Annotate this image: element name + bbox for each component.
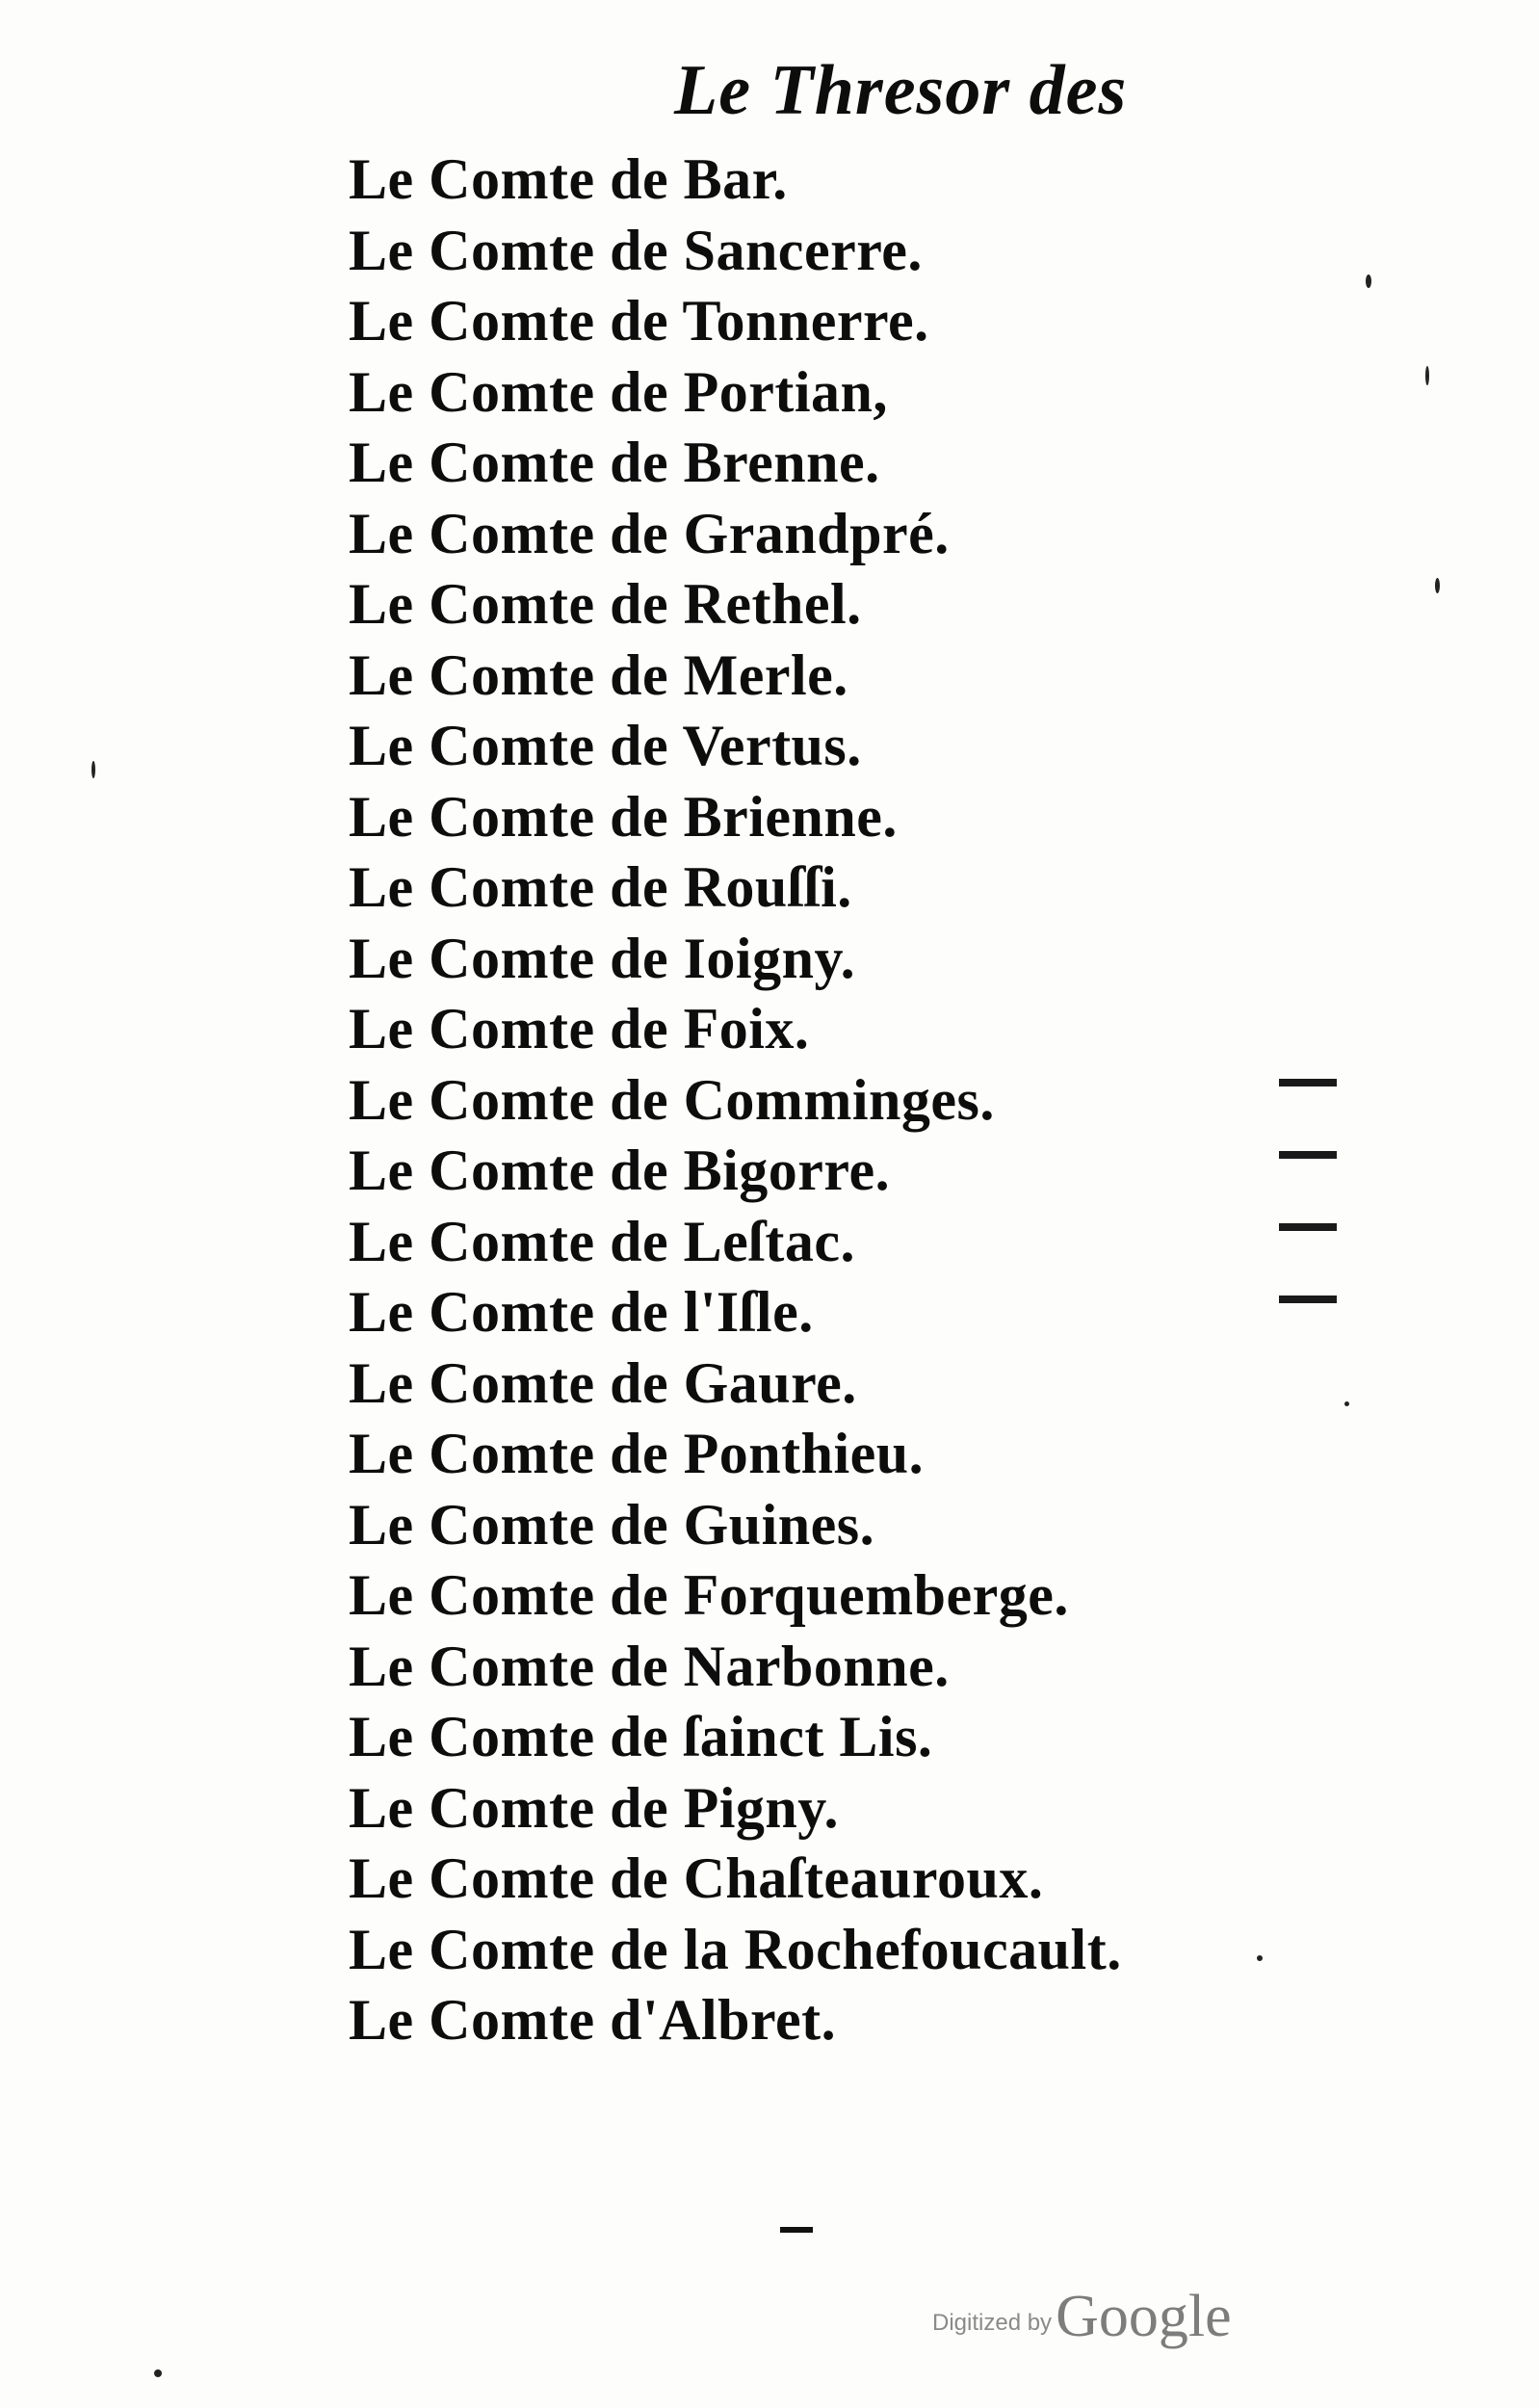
list-item: Le Comte de Forquemberge.	[349, 1563, 1069, 1627]
list-item: Le Comte de Leſtac.	[349, 1209, 856, 1273]
list-item: Le Comte de Guines.	[349, 1492, 875, 1557]
ink-mark	[1279, 1296, 1337, 1303]
list-item: Le Comte de Chaſteauroux.	[349, 1846, 1044, 1910]
list-item: Le Comte de Foix.	[349, 997, 810, 1060]
list-item: Le Comte de Bigorre.	[349, 1139, 891, 1202]
end-rule	[780, 2227, 813, 2233]
ink-speck	[154, 2369, 162, 2377]
list-item: Le Comte de Comminges.	[349, 1067, 995, 1132]
list-item: Le Comte de Pigny.	[349, 1775, 839, 1840]
ink-mark	[1279, 1223, 1337, 1231]
ink-speck	[1257, 1955, 1263, 1961]
list-item: Le Comte de Grandpré.	[349, 501, 950, 565]
watermark-prefix: Digitized by	[932, 2310, 1053, 2336]
ink-speck	[1366, 275, 1371, 288]
list-item: Le Comte de Narbonne.	[349, 1634, 950, 1698]
ink-speck	[1344, 1401, 1349, 1406]
list-item: Le Comte de Merle.	[349, 642, 848, 707]
list-item: Le Comte de l'Iſle.	[349, 1280, 814, 1344]
list-item: Le Comte de ſainct Lis.	[349, 1705, 933, 1768]
list-item: Le Comte de Ioigny.	[349, 926, 856, 990]
list-item: Le Comte de Bar.	[349, 147, 788, 211]
list-item: Le Comte d'Albret.	[349, 1988, 837, 2052]
ink-mark	[1279, 1151, 1337, 1159]
list-item: Le Comte de Brenne.	[349, 431, 880, 494]
title-list	[349, 144, 1122, 2056]
google-logo: Google	[1056, 2284, 1232, 2349]
ink-speck	[1425, 366, 1429, 385]
list-item: Le Comte de la Rochefoucault.	[349, 1917, 1122, 1981]
list-item: Le Comte de Tonnerre.	[349, 289, 929, 353]
ink-mark	[1279, 1079, 1337, 1086]
ink-speck	[91, 761, 95, 778]
margin-ink-marks	[1279, 1060, 1346, 1348]
running-head: Le Thresor des	[674, 51, 1128, 130]
list-item: Le Comte de Vertus.	[349, 714, 862, 777]
list-item: Le Comte de Sancerre.	[349, 218, 923, 282]
list-item: Le Comte de Rethel.	[349, 572, 862, 636]
list-item: Le Comte de Brienne.	[349, 784, 898, 849]
list-item: Le Comte de Ponthieu.	[349, 1422, 925, 1485]
ink-speck	[1435, 578, 1440, 593]
digitized-watermark	[932, 2283, 1232, 2351]
list-item: Le Comte de Portian,	[349, 359, 888, 424]
list-item: Le Comte de Rouſſi.	[349, 855, 852, 919]
list-item: Le Comte de Gaure.	[349, 1350, 857, 1415]
